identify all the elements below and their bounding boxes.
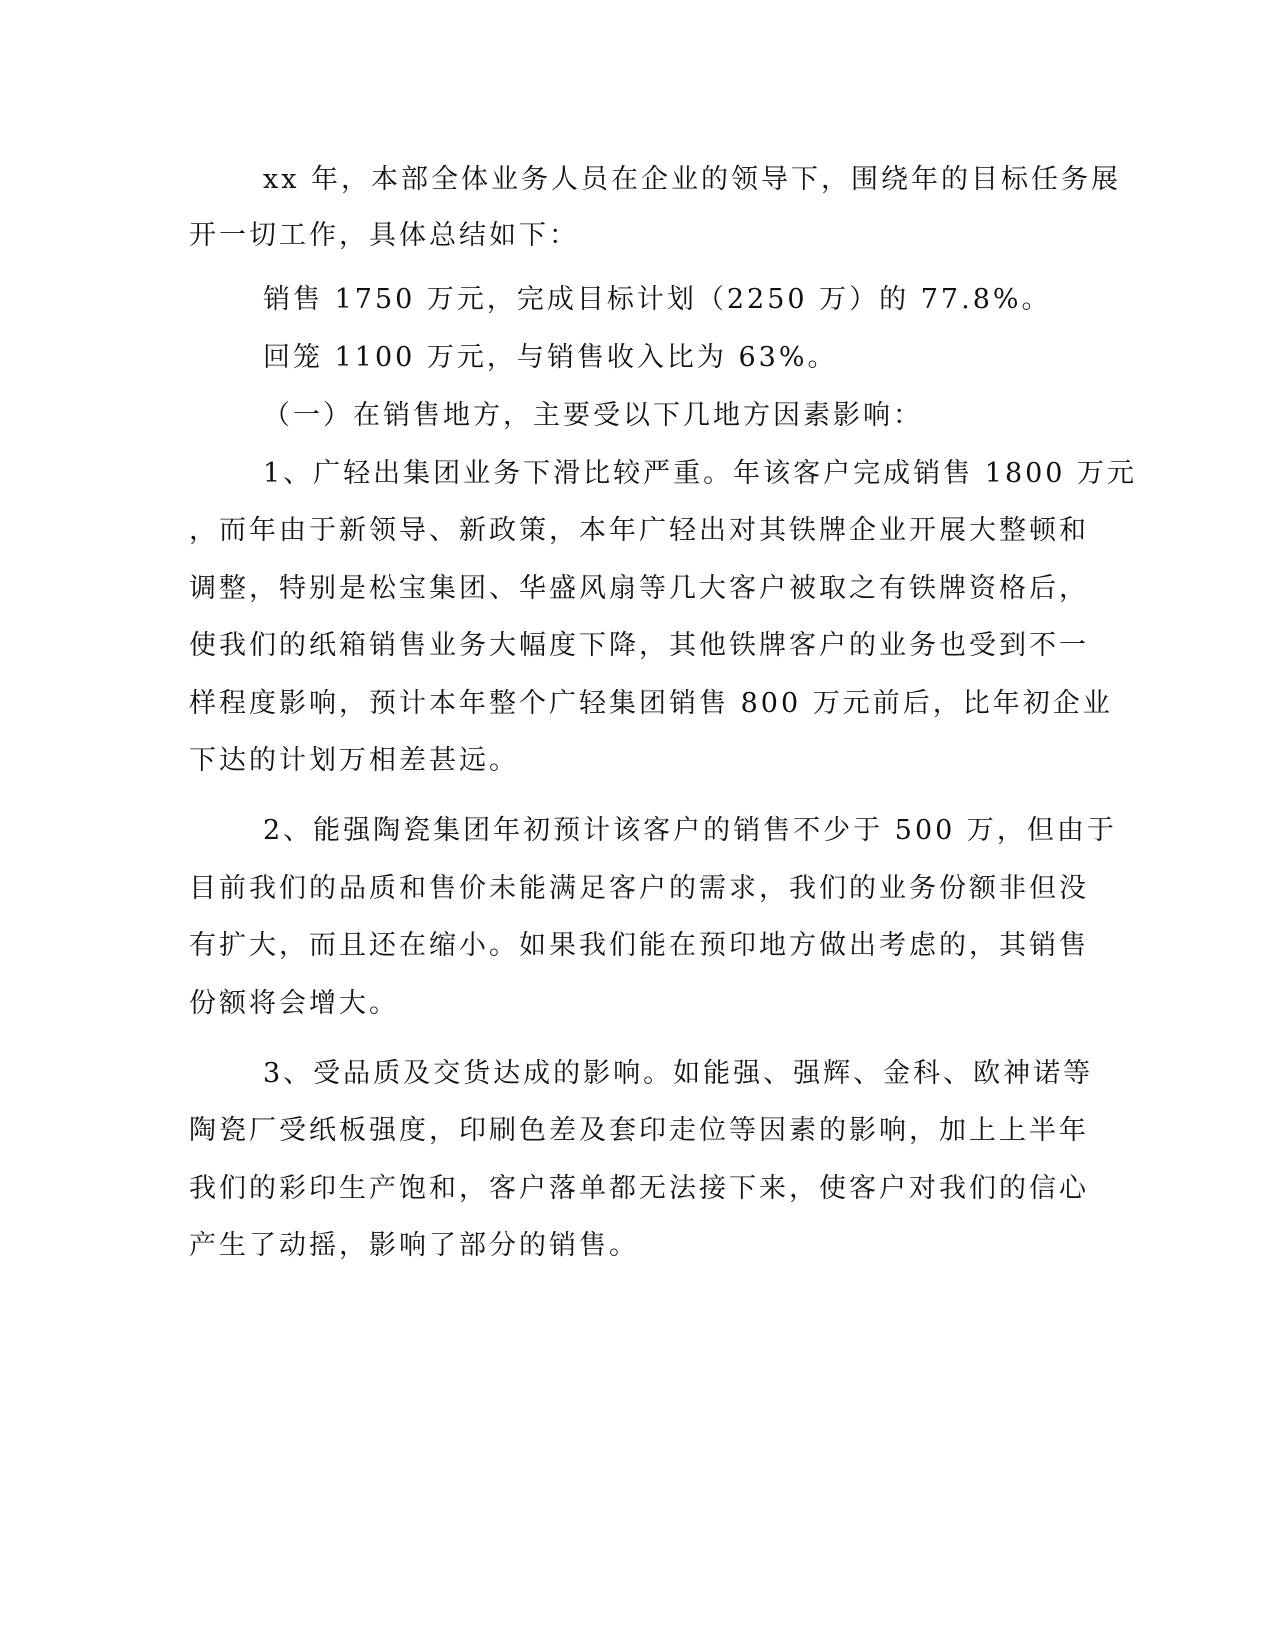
text-line: 目前我们的品质和售价未能满足客户的需求，我们的业务份额非但没 xyxy=(189,873,1089,904)
text-line: 回笼 1100 万元，与销售收入比为 63%。 xyxy=(263,342,838,373)
text-line: 1、广轻出集团业务下滑比较严重。年该客户完成销售 1800 万元 xyxy=(263,458,1138,489)
text-line: 开一切工作，具体总结如下： xyxy=(189,220,579,251)
text-line: 我们的彩印生产饱和，客户落单都无法接下来，使客户对我们的信心 xyxy=(189,1173,1089,1204)
text-line: xx 年，本部全体业务人员在企业的领导下，围绕年的目标任务展 xyxy=(263,164,1122,195)
text-line: 样程度影响，预计本年整个广轻集团销售 800 万元前后，比年初企业 xyxy=(189,688,1113,719)
text-line: 产生了动摇，影响了部分的销售。 xyxy=(189,1230,639,1261)
text-line: 下达的计划万相差甚远。 xyxy=(189,745,519,776)
text-line: （一）在销售地方，主要受以下几地方因素影响： xyxy=(263,400,923,431)
text-line: 调整，特别是松宝集团、华盛风扇等几大客户被取之有铁牌资格后， xyxy=(189,573,1089,604)
text-line: ，而年由于新领导、新政策，本年广轻出对其铁牌企业开展大整顿和 xyxy=(189,515,1089,546)
text-line: 份额将会增大。 xyxy=(189,988,399,1019)
text-line: 销售 1750 万元，完成目标计划（2250 万）的 77.8%。 xyxy=(263,284,1052,315)
text-line: 陶瓷厂受纸板强度，印刷色差及套印走位等因素的影响，加上上半年 xyxy=(189,1115,1089,1146)
text-line: 有扩大，而且还在缩小。如果我们能在预印地方做出考虑的，其销售 xyxy=(189,930,1089,961)
text-line: 使我们的纸箱销售业务大幅度下降，其他铁牌客户的业务也受到不一 xyxy=(189,630,1089,661)
text-line: 3、受品质及交货达成的影响。如能强、强辉、金科、欧神诺等 xyxy=(263,1058,1094,1089)
text-line: 2、能强陶瓷集团年初预计该客户的销售不少于 500 万，但由于 xyxy=(263,815,1117,846)
